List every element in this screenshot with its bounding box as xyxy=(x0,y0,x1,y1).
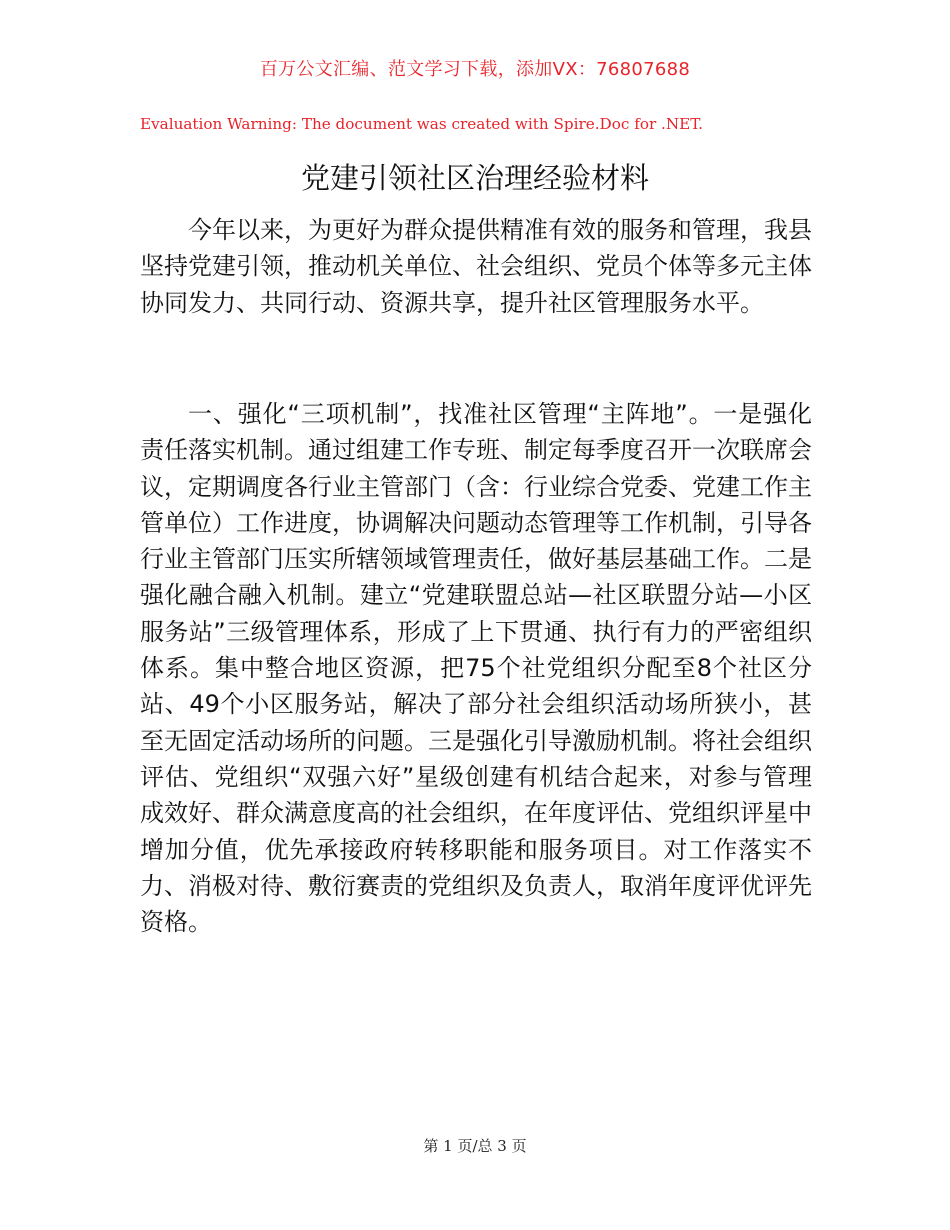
body-paragraph-intro: 今年以来，为更好为群众提供精准有效的服务和管理，我县坚持党建引领，推动机关单位、社会组织、党员个体等多元主体协同发力、共同行动、资源共享，提升社区管理服务水平。 xyxy=(140,216,812,317)
evaluation-warning: Evaluation Warning: The document was created with Spire.Doc for .NET. xyxy=(140,115,703,133)
promo-banner: 百万公文汇编、范文学习下载，添加VX：76807688 xyxy=(259,59,691,80)
document-title: 党建引领社区治理经验材料 xyxy=(300,161,649,195)
page-number-footer: 第 1 页/总 3 页 xyxy=(423,1137,527,1155)
body-paragraph-section-1: 一、强化“三项机制”，找准社区管理“主阵地”。一是强化责任落实机制。通过组建工作专班、制定每季度召开一次联席会议，定期调度各行业主管部门（含：行业综合党委、党建工作主管单位）工作进度，协调解决问题动态管理等工作机制，引导各行业主管部门压实所辖领域管理责任，做好基层基础工作。二是强化融合融入机制。建立“党建联盟总站—社区联盟分站—小区服务站”三级管理体系，形成了上下贯通、执行有力的严密组织体系。集中整合地区资源，把75个社党组织分配至8个社区分站、49个小区服务站，解决了部分社会组织活动场所狭小，甚至无固定活动场所的问题。三是强化引导激励机制。将社会组织评估、党组织“双强六好”星级创建有机结合起来，对参与管理成效好、群众满意度高的社会组织，在年度评估、党组织评星中增加分值，优先承接政府转移职能和服务项目。对工作落实不力、消极对待、敷衍赛责的党组织及负责人，取消年度评优评先资格。 xyxy=(140,400,812,937)
